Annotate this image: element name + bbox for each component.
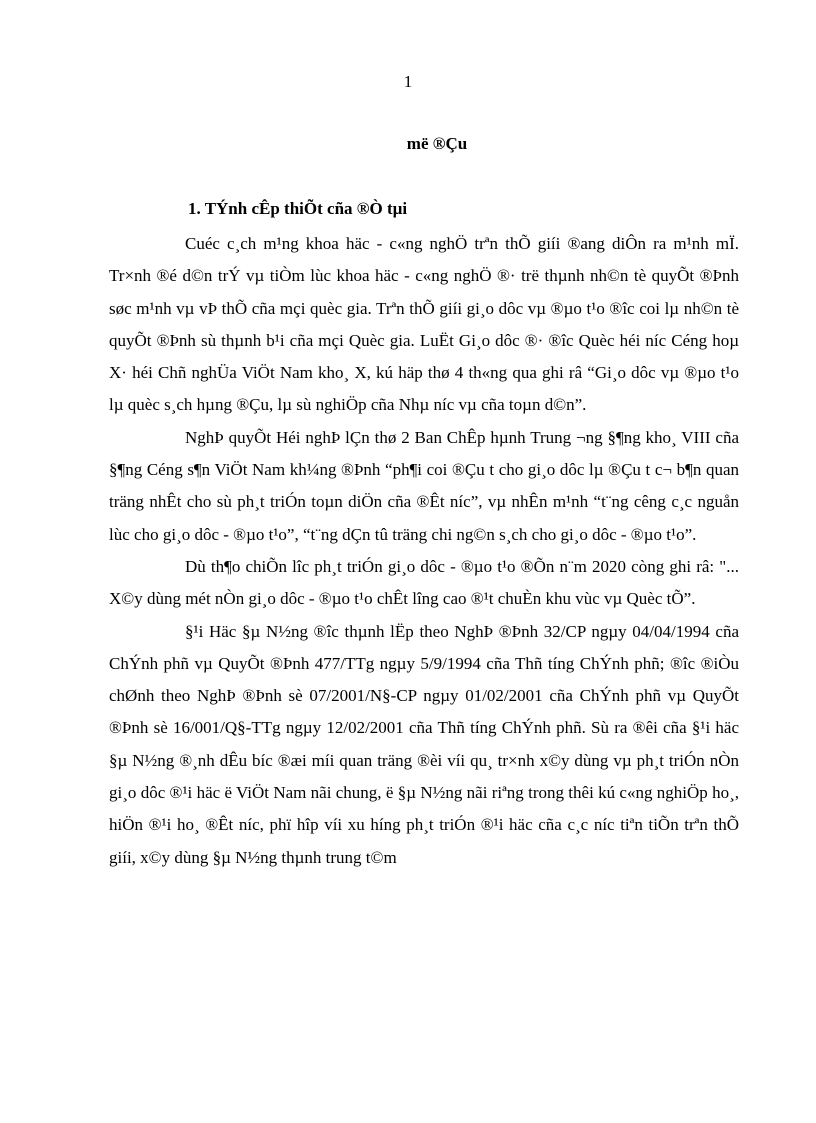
paragraph: Cuéc c¸ch m¹ng khoa häc - c«ng nghÖ trªn thÕ giíi ®ang diÔn ra m¹nh mÏ. Tr×nh ®é d©n trÝ vµ tiÒm lùc khoa häc - c«ng nghÖ ®· trë thµnh nh©n tè quyÕt ®Þnh søc m¹nh vµ vÞ thÕ cña mçi quèc gia. Trªn thÕ giíi gi¸o dôc vµ ®µo t¹o ®îc coi lµ nh©n tè quyÕt ®Þnh sù thµnh b¹i cña mçi Quèc gia. LuËt Gi¸o dôc ®· ®îc Quèc héi níc Céng hoµ X· héi Chñ nghÜa ViÖt Nam kho¸ X, kú häp thø 4 th«ng qua ghi râ “Gi¸o dôc vµ ®µo t¹o lµ quèc s¸ch hµng ®Çu, lµ sù nghiÖp cña Nhµ níc vµ cña toµn d©n”. [109,234,739,415]
paragraph: Dù th¶o chiÕn lîc ph¸t triÓn gi¸o dôc - ®µo t¹o ®Õn n¨m 2020 còng ghi râ: "... X©y dùng mét nÒn gi¸o dôc - ®µo t¹o chÊt lîng cao ®¹t chuÈn khu vùc vµ Quèc tÕ”. [109,556,739,609]
body-text [109,228,739,874]
paragraph: NghÞ quyÕt Héi nghÞ lÇn thø 2 Ban ChÊp hµnh Trung ¬ng §¶ng kho¸ VIII cña §¶ng Céng s¶n ViÖt Nam kh¼ng ®Þnh “ph¶i coi ®Çu t cho gi¸o dôc lµ ®Çu t c¬ b¶n quan träng nhÊt cho sù ph¸t triÓn toµn diÖn cña ®Êt níc”, vµ nhÊn m¹nh “t¨ng cêng c¸c nguån lùc cho gi¸o dôc - ®µo t¹o”, “t¨ng dÇn tû träng chi ng©n s¸ch cho gi¸o dôc - ®µo t¹o”. [109,427,739,544]
page-number: 1 [403,72,413,91]
document-title: më ®Çu [406,134,468,153]
section-heading: 1. TÝnh cÊp thiÕt cña ®Ò tµi [188,199,408,218]
paragraph: §¹i Häc §µ N½ng ®îc thµnh lËp theo NghÞ ®Þnh 32/CP ngµy 04/04/1994 cña ChÝnh phñ vµ QuyÕt ®Þnh 477/TTg ngµy 5/9/1994 cña Thñ tíng ChÝnh phñ; ®îc ®iÒu chØnh theo NghÞ ®Þnh sè 07/2001/N§-CP ngµy 01/02/2001 cña ChÝnh phñ vµ QuyÕt ®Þnh sè 16/001/Q§-TTg ngµy 12/02/2001 cña Thñ tíng ChÝnh phñ. Sù ra ®êi cña §¹i häc §µ N½ng ®¸nh dÊu bíc ®æi míi quan träng ®èi víi qu¸ tr×nh x©y dùng vµ ph¸t triÓn nÒn gi¸o dôc ®¹i häc ë ViÖt Nam nãi chung, ë §µ N½ng nãi riªng trong thêi kú c«ng nghiÖp ho¸, hiÖn ®¹i ho¸ ®Êt níc, phï hîp víi xu híng ph¸t triÓn ®¹i häc cña c¸c níc tiªn tiÕn trªn thÕ giíi, x©y dùng §µ N½ng thµnh trung t©m [109,621,739,867]
